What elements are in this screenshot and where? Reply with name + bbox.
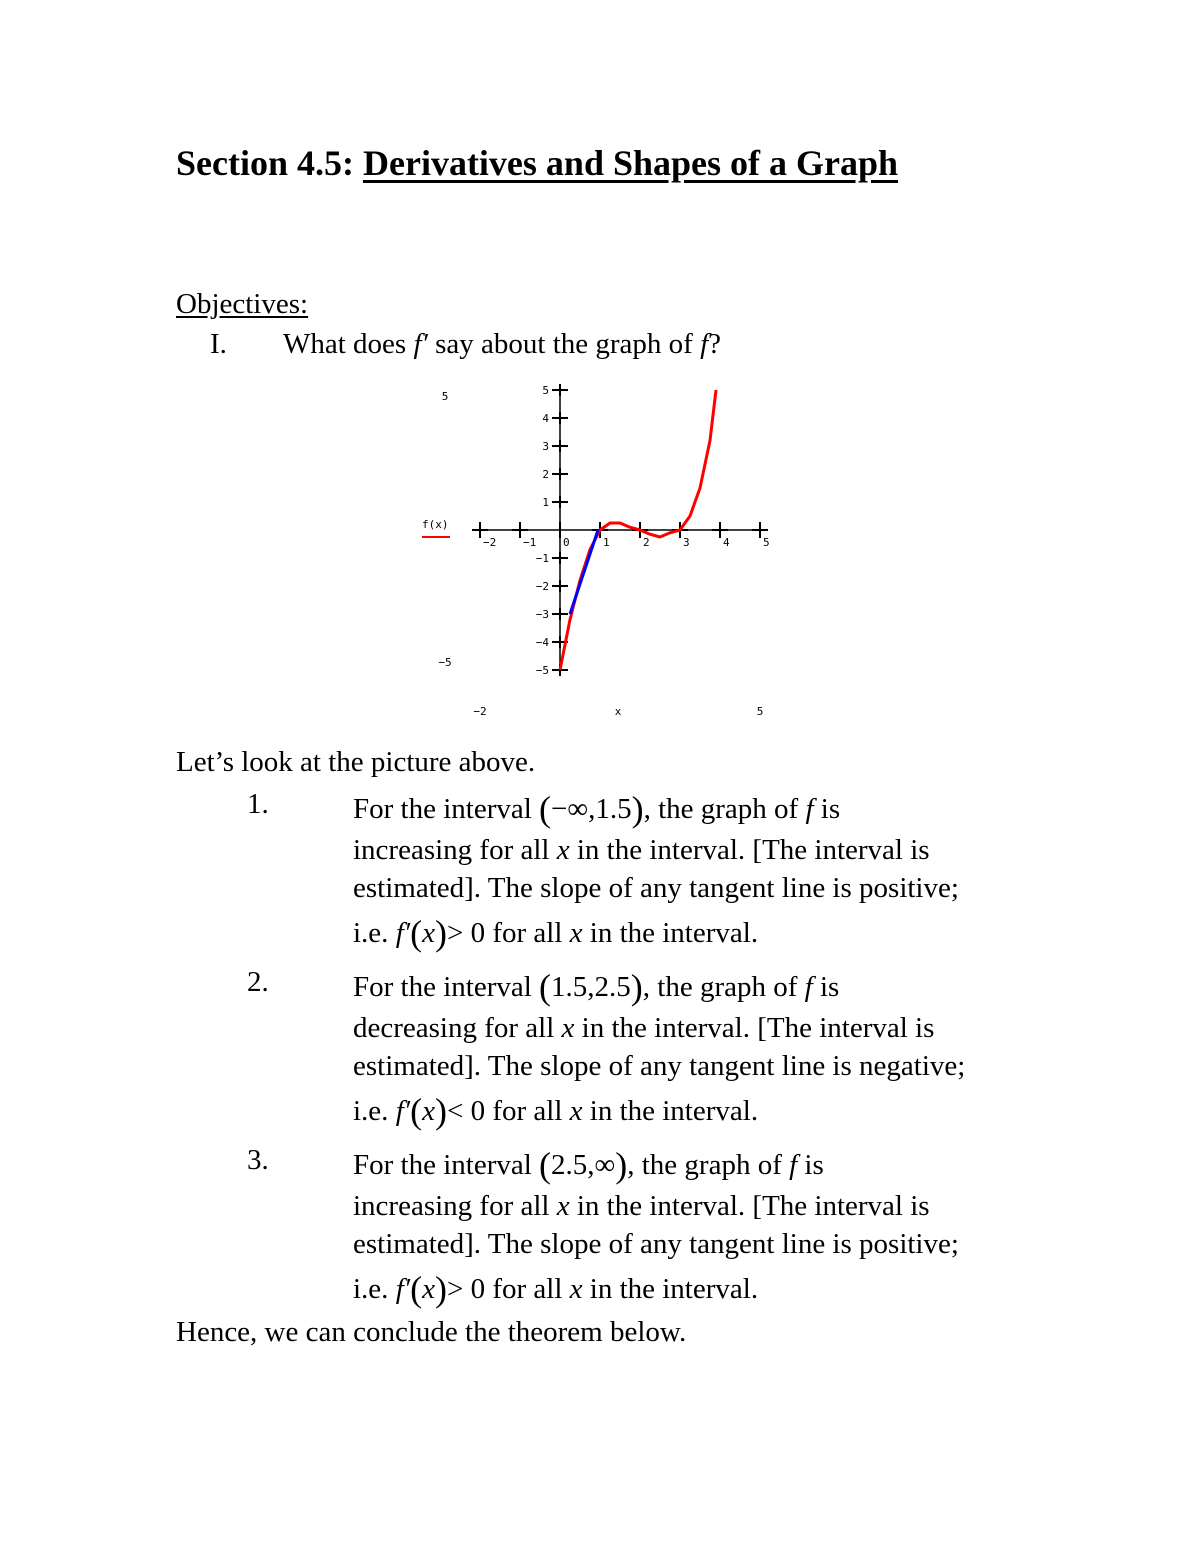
f-prime-symbol: f′ [413, 328, 428, 360]
y-tick-label: 2 [542, 468, 549, 481]
function-label: f(x) [422, 518, 449, 531]
relation: < 0 [446, 1095, 486, 1127]
f-symbol: f [700, 328, 709, 360]
interval-value: −∞,1.5 [551, 793, 632, 825]
y-tick-label: −5 [535, 664, 549, 677]
conclusion-text: Hence, we can conclude the theorem below. [176, 1316, 687, 1348]
f-prime-symbol: f′ [395, 1273, 411, 1305]
x-tick-label: 1 [603, 536, 610, 549]
frame-y-min-label: −5 [438, 656, 452, 669]
relation: > 0 [446, 917, 486, 949]
relation: > 0 [446, 1273, 486, 1305]
frame-y-max-label: 5 [441, 390, 449, 403]
item-line-1: For the interval (1.5,2.5), the graph of f is [353, 967, 840, 1007]
function-graph [400, 370, 800, 730]
x-symbol: x [569, 1095, 583, 1127]
x-tick-label: 0 [563, 536, 570, 549]
f-prime-symbol: f′ [395, 917, 411, 949]
tangent-segment [570, 530, 598, 614]
x-symbol: x [569, 917, 583, 949]
f-symbol: f [805, 793, 814, 825]
title-main: Derivatives and Shapes of a Graph [362, 143, 899, 183]
objective-text: What does f′ say about the graph of f? [283, 328, 722, 360]
item-line-4: i.e. f′(x)< 0 for all x in the interval. [353, 1091, 759, 1131]
x-tick-label: 3 [683, 536, 690, 549]
frame-x-min-label: −2 [473, 705, 487, 718]
item-line-3: estimated]. The slope of any tangent line is positive; [353, 872, 959, 904]
title-prefix: Section 4.5: [176, 143, 354, 183]
interval-value: 1.5,2.5 [551, 971, 631, 1003]
y-tick-label: 4 [542, 412, 549, 425]
objective-number: I. [210, 328, 227, 360]
frame-x-max-label: 5 [756, 705, 764, 718]
f-prime-symbol: f′ [395, 1095, 411, 1127]
interval-value: 2.5,∞ [551, 1149, 616, 1181]
item-line-1: For the interval (−∞,1.5), the graph of f is [353, 789, 841, 829]
item-line-4: i.e. f′(x)> 0 for all x in the interval. [353, 1269, 759, 1309]
f-symbol: f [789, 1149, 798, 1181]
item-number: 1. [247, 788, 269, 820]
y-tick-label: 3 [542, 440, 549, 453]
item-line-2: decreasing for all x in the interval. [The interval is [353, 1012, 935, 1044]
x-symbol: x [556, 834, 570, 866]
x-symbol: x [556, 1190, 570, 1222]
item-line-2: increasing for all x in the interval. [The interval is [353, 834, 930, 866]
objectives-heading: Objectives: [176, 288, 309, 320]
x-tick-label: −1 [523, 536, 537, 549]
item-line-3: estimated]. The slope of any tangent line is negative; [353, 1050, 966, 1082]
item-line-3: estimated]. The slope of any tangent line is positive; [353, 1228, 959, 1260]
f-symbol: f [804, 971, 813, 1003]
y-tick-label: 5 [542, 384, 549, 397]
intro-text: Let’s look at the picture above. [176, 746, 536, 778]
x-symbol: x [569, 1273, 583, 1305]
y-tick-label: −4 [535, 636, 549, 649]
x-tick-label: −2 [483, 536, 497, 549]
item-line-2: increasing for all x in the interval. [The interval is [353, 1190, 930, 1222]
x-symbol: x [561, 1012, 575, 1044]
page-title [176, 142, 898, 184]
item-number: 3. [247, 1144, 269, 1176]
x-tick-label: 5 [763, 536, 770, 549]
x-axis-label: x [614, 705, 622, 718]
y-tick-label: −1 [535, 552, 549, 565]
item-number: 2. [247, 966, 269, 998]
item-line-1: For the interval (2.5,∞), the graph of f is [353, 1145, 824, 1185]
y-tick-label: −2 [535, 580, 549, 593]
y-tick-label: −3 [535, 608, 549, 621]
y-tick-label: 1 [542, 496, 549, 509]
x-tick-label: 4 [723, 536, 730, 549]
item-line-4: i.e. f′(x)> 0 for all x in the interval. [353, 913, 759, 953]
x-tick-label: 2 [643, 536, 650, 549]
